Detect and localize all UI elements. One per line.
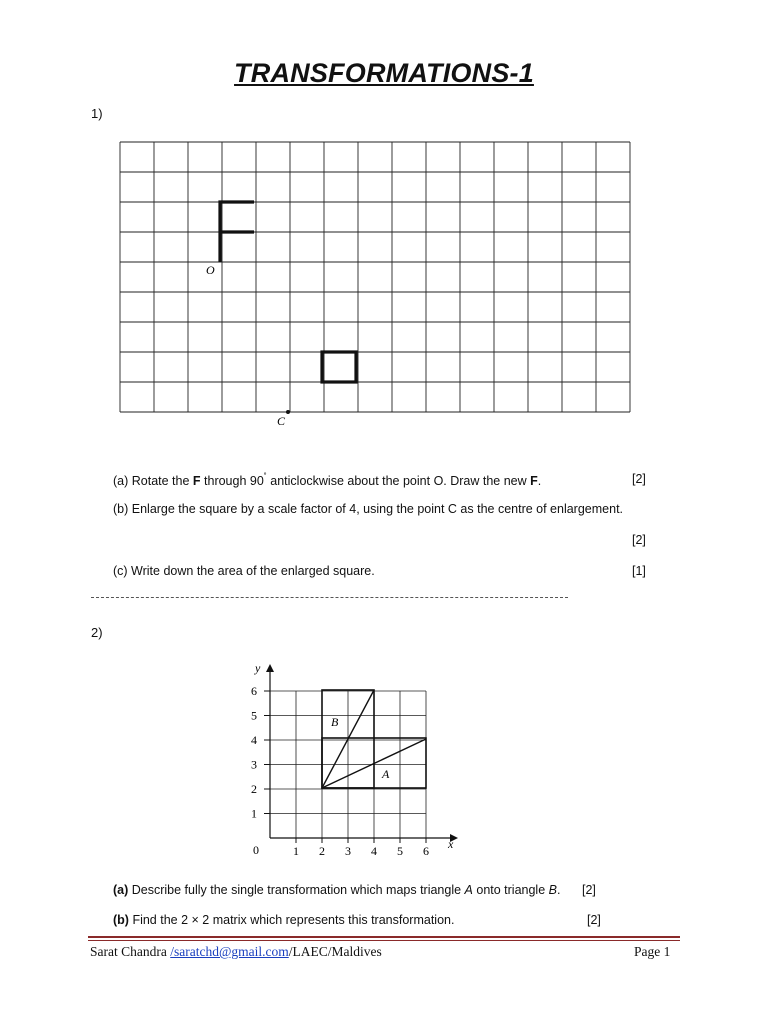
q2-part-a: (a) Describe fully the single transformation which maps triangle A onto triangle B. (113, 883, 561, 897)
q1-part-c: (c) Write down the area of the enlarged square. (113, 564, 375, 578)
q2-part-a-marks: [2] (582, 883, 596, 897)
x-axis-label: x (448, 837, 454, 851)
point-c (286, 410, 290, 414)
q1-grid-lines (120, 142, 630, 412)
label-b: B (331, 715, 339, 729)
question-2-number: 2) (91, 625, 103, 640)
q2-grid (270, 691, 426, 838)
x-tick-label: 1 (293, 844, 299, 858)
footer-rule (88, 936, 680, 938)
y-tick-label: 6 (251, 684, 257, 698)
y-tick-label: 5 (251, 708, 257, 723)
label-a: A (382, 767, 390, 781)
origin-label: 0 (253, 843, 259, 857)
y-tick-label: 2 (251, 782, 257, 796)
x-tick-label: 4 (371, 844, 377, 858)
email-link[interactable]: /saratchd@gmail.com (170, 944, 289, 959)
section-divider (91, 597, 568, 598)
shape-f (220, 202, 254, 262)
footer-credit: Sarat Chandra /saratchd@gmail.com/LAEC/Maldives (90, 944, 382, 959)
q2-coordinate-figure (236, 656, 466, 866)
y-tick-label: 3 (251, 757, 257, 772)
q1-part-c-marks: [1] (632, 564, 646, 578)
footer-rule-thin (88, 940, 680, 941)
q1-part-a: (a) Rotate the F through 90˚ anticlockwise about the point O. Draw the new F. (113, 472, 542, 489)
q1-grid-figure (116, 140, 636, 432)
x-tick-label: 6 (423, 844, 429, 858)
q1-part-b-marks: [2] (632, 533, 646, 547)
label-c: C (277, 414, 286, 428)
label-o: O (206, 263, 215, 277)
x-tick-label: 5 (397, 844, 403, 858)
question-1-number: 1) (91, 106, 103, 121)
q2-part-b: (b) Find the 2 × 2 matrix which represents this transformation. (113, 913, 455, 927)
page-title: TRANSFORMATIONS-1 (234, 58, 534, 88)
x-tick-label: 2 (319, 844, 325, 858)
page-number: Page 1 (634, 944, 671, 959)
q2-part-b-marks: [2] (587, 913, 601, 927)
y-axis-arrow (266, 664, 274, 672)
q2-ticks (251, 684, 429, 858)
q1-part-a-marks: [2] (632, 472, 646, 486)
y-axis-label: y (255, 661, 261, 675)
q1-part-b: (b) Enlarge the square by a scale factor of 4, using the point C as the centre of enlargement. (113, 502, 624, 516)
shape-square (322, 352, 356, 382)
y-tick-label: 1 (251, 806, 257, 821)
y-tick-label: 4 (251, 733, 257, 747)
x-tick-label: 3 (345, 844, 351, 858)
